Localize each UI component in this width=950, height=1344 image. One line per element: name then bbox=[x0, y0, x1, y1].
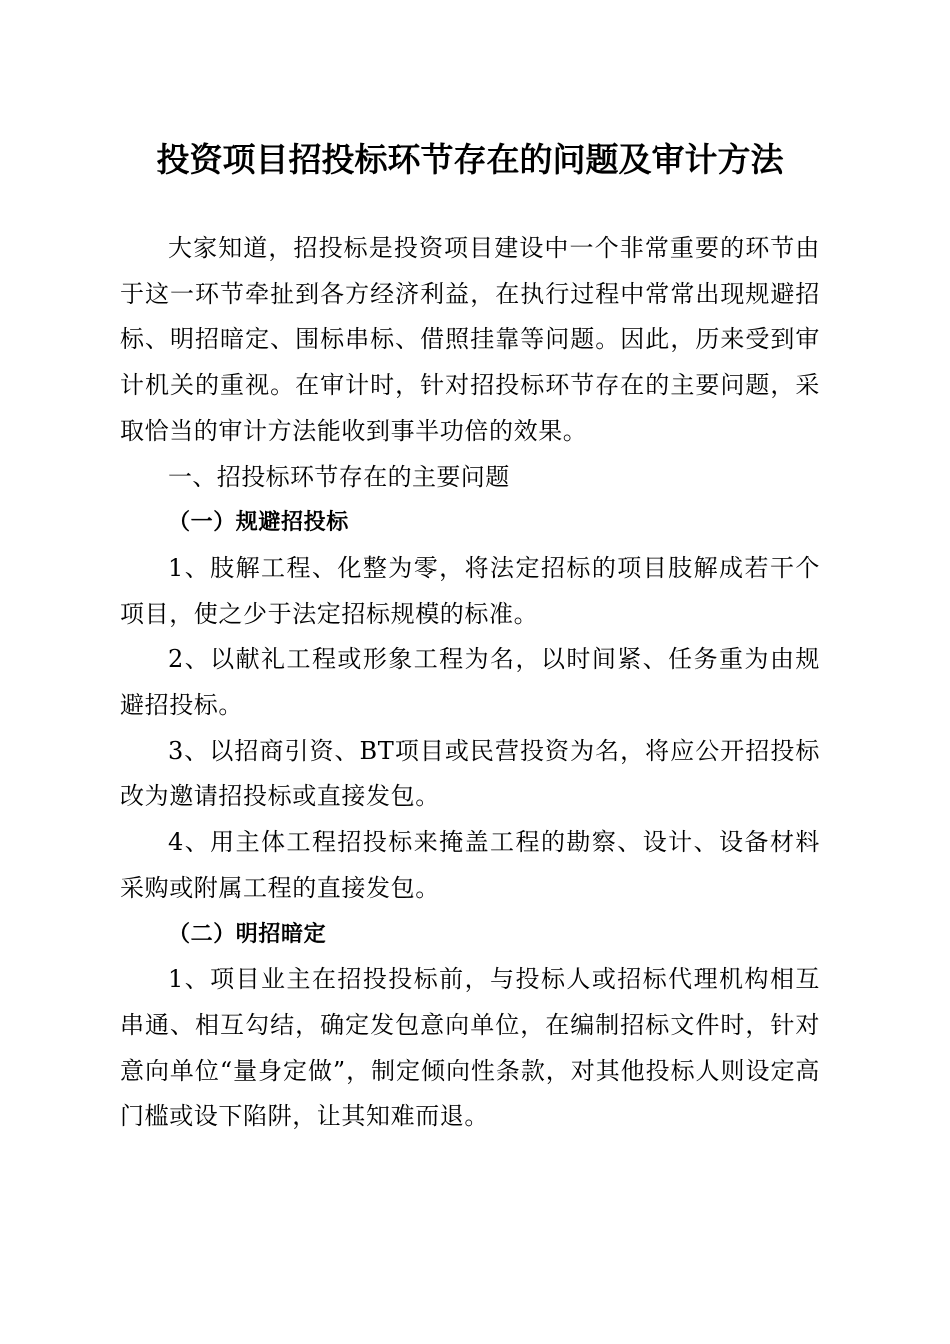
subsection-heading-1: （一）规避招投标 bbox=[168, 509, 349, 536]
list-item: 2、以献礼工程或形象工程为名，以时间紧、任务重为由规避招投标。 bbox=[120, 645, 820, 720]
document-page bbox=[120, 130, 820, 1140]
subsection-heading-2: （二）明招暗定 bbox=[168, 920, 327, 947]
document-title: 投资项目招投标环节存在的问题及审计方法 bbox=[156, 140, 784, 179]
document-body bbox=[120, 226, 820, 1140]
list-item: 4、用主体工程招投标来掩盖工程的勘察、设计、设备材料采购或附属工程的直接发包。 bbox=[120, 828, 820, 902]
list-item: 1、肢解工程、化整为零，将法定招标的项目肢解成若干个项目，使之少于法定招标规模的标准。 bbox=[120, 553, 820, 628]
intro-paragraph: 大家知道，招投标是投资项目建设中一个非常重要的环节由于这一环节牵扯到各方经济利益，在执行过程中常常出现规避招标、明招暗定、围标串标、借照挂靠等问题。因此，历来受到审计机关的重视。在审计时，针对招投标环节存在的主要问题，采取恰当的审计方法能收到事半功倍的效果。 bbox=[120, 234, 820, 445]
list-item: 1、项目业主在招投投标前，与投标人或招标代理机构相互串通、相互勾结，确定发包意向单位，在编制招标文件时，针对意向单位“量身定做”，制定倾向性条款，对其他投标人则设定高门槛或设下陷阱，让其知难而退。 bbox=[120, 965, 820, 1131]
list-item: 3、以招商引资、BT项目或民营投资为名，将应公开招投标改为邀请招投标或直接发包。 bbox=[120, 736, 820, 811]
section-heading-1: 一、招投标环节存在的主要问题 bbox=[168, 462, 510, 491]
